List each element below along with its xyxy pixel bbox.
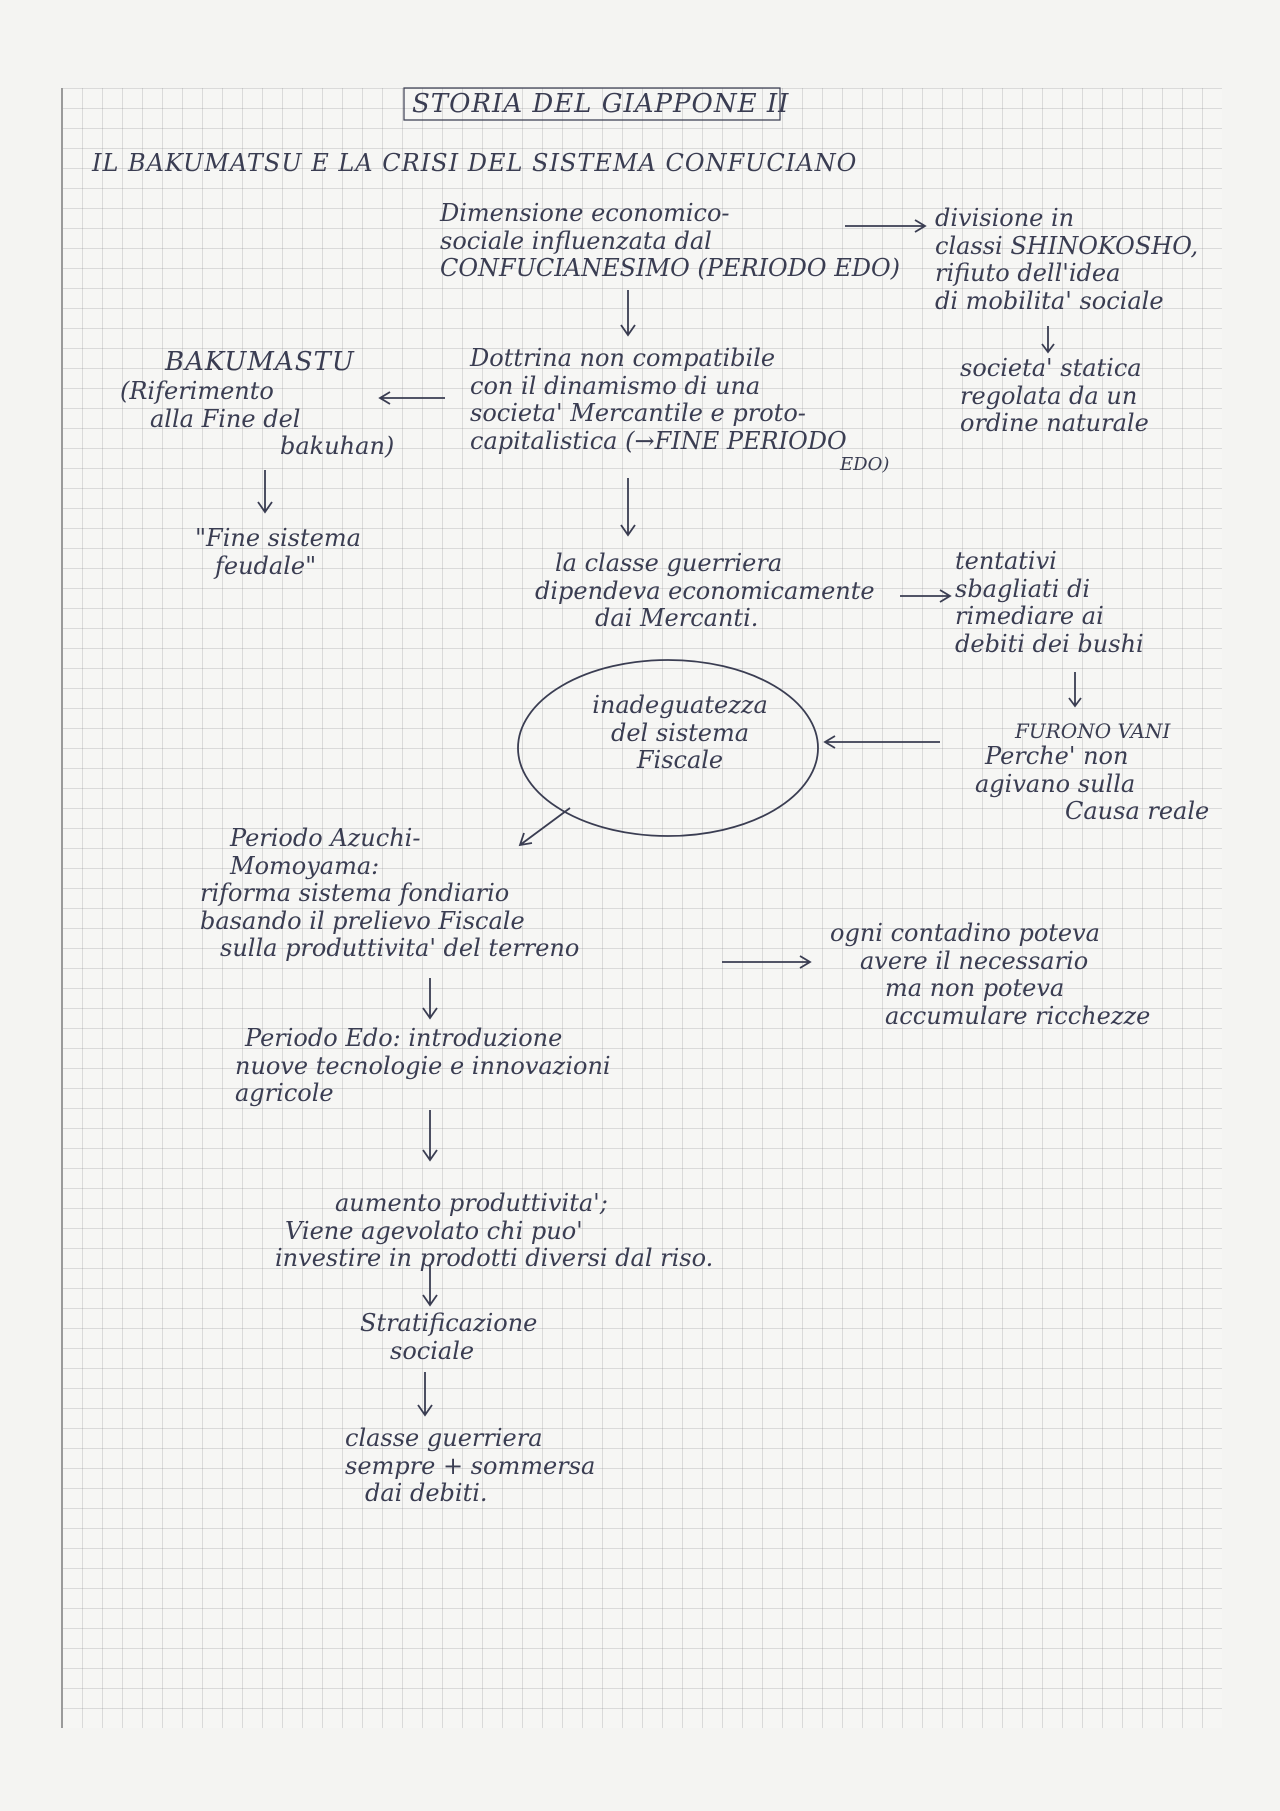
node-line: Stratificazione [360,1309,538,1337]
node-line: FURONO VANI [1015,719,1171,743]
section-heading: IL BAKUMATSU E LA CRISI DEL SISTEMA CONFUCIANO [92,149,858,177]
node-line: con il dinamismo di una [470,371,761,400]
node-line: accumulare ricchezze [885,1001,1151,1030]
arrow-dottrina-classe [621,478,635,535]
node-line: sociale [390,1336,475,1365]
node-line: Perche' non [985,742,1129,770]
node-line: nuove tecnologie e innovazioni [235,1051,611,1080]
node-line: avere il necessario [860,946,1089,975]
arrow-tentativi-furono [1069,672,1081,706]
arrow-azuchi-contadino [722,956,810,968]
arrow-azuchi-edo [423,978,437,1018]
node-line: investire in prodotti diversi dal riso. [275,1244,714,1273]
arrow-furono-inadeguatezza [825,736,940,748]
node-line: sulla produttivita' del terreno [220,934,580,963]
node-line: tentativi [955,547,1057,575]
node-bakumatsu-title: BAKUMASTU [165,347,355,377]
arrow-dimensione-dottrina [621,290,635,335]
node-line: dai Mercanti. [595,604,759,633]
arrow-classe-tentativi [900,590,950,602]
node-line: inadeguatezza [592,691,768,719]
node-line: la classe guerriera [555,549,783,577]
node-line: (Riferimento [120,377,274,405]
node-line: divisione in [935,204,1075,232]
node-line: "Fine sistema [195,524,361,552]
node-line: classi SHINOKOSHO, [935,231,1199,260]
node-line: Dimensione economico- [440,199,730,227]
node-line: agivano sulla [975,769,1136,798]
node-line: riforma sistema fondiario [200,879,510,908]
node-line: Dottrina non compatibile [470,344,776,372]
node-line: del sistema [610,718,750,747]
node-line: sociale influenzata dal [440,226,712,255]
node-line: classe guerriera [345,1424,543,1452]
node-line: Periodo Edo: introduzione [245,1024,563,1052]
arrow-aumento-stratificazione [423,1265,437,1305]
node-line: agricole [235,1079,334,1108]
node-line: Viene agevolato chi puo' [285,1216,583,1245]
node-line: capitalistica (→FINE PERIODO [470,426,847,455]
node-line: rimediare ai [955,602,1104,631]
node-line: alla Fine del [150,404,301,433]
node-line: aumento produttivita'; [335,1189,608,1217]
node-line: dipendeva economicamente [535,576,875,605]
node-line: CONFUCIANESIMO (PERIODO EDO) [440,254,901,283]
node-line: dai debiti. [365,1479,488,1508]
node-line: feudale" [215,551,317,580]
node-line: Fiscale [636,746,724,775]
node-line: sempre + sommersa [345,1451,596,1480]
arrow-bakumatsu-fine [258,470,272,512]
node-line: ordine naturale [960,409,1149,438]
arrow-edo-aumento [423,1110,437,1160]
node-line: Causa reale [1065,797,1210,826]
node-line: EDO) [840,454,890,476]
page-title: STORIA DEL GIAPPONE II [412,89,790,119]
arrow-dottrina-bakumatsu [380,392,445,404]
node-line: societa' Mercantile e proto- [470,399,806,428]
arrow-dimensione-divisione [845,220,925,232]
node-line: debiti dei bushi [955,629,1144,658]
node-line: rifiuto dell'idea [935,259,1121,288]
arrow-inadeguatezza-azuchi [520,808,570,845]
arrow-stratificazione-sommersa [418,1372,432,1415]
node-line: Momoyama: [230,851,380,880]
node-line: ogni contadino poteva [830,919,1100,947]
node-line: di mobilita' sociale [935,286,1164,315]
arrow-divisione-societa [1042,326,1054,352]
node-line: ma non poteva [885,974,1065,1003]
node-line: sbagliati di [955,574,1090,603]
node-line: bakuhan) [280,432,395,461]
node-line: societa' statica [960,354,1142,382]
node-line: basando il prelievo Fiscale [200,906,525,935]
node-line: Periodo Azuchi- [230,824,421,852]
node-line: regolata da un [960,381,1138,410]
